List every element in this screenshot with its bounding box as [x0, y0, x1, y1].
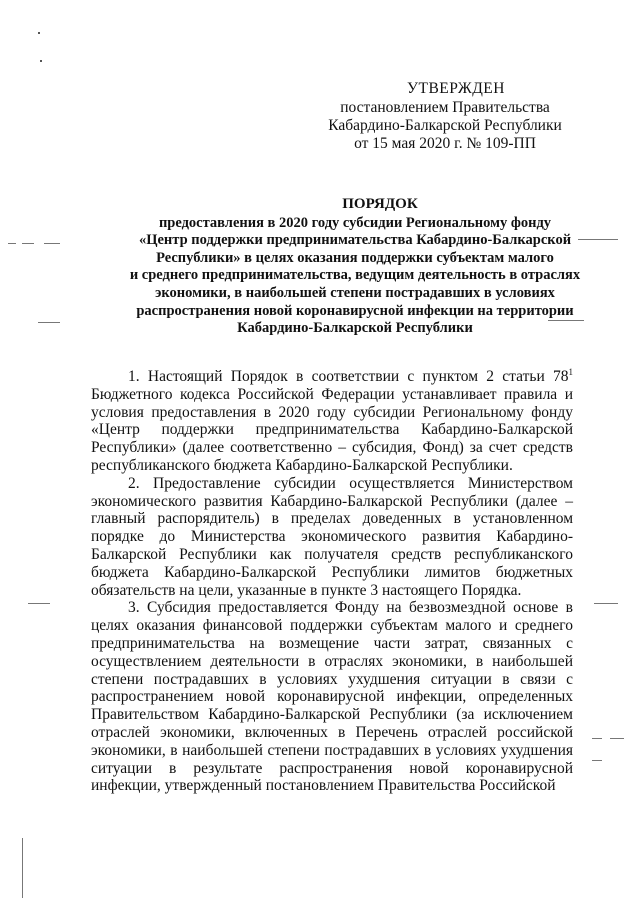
paragraph-1-text: 1. Настоящий Порядок в соответствии с пунктом 2 статьи 78: [128, 368, 569, 385]
document-body: [91, 368, 573, 795]
document-title-line: Республики» в целях оказания поддержки субъектам малого: [156, 249, 554, 266]
approval-line: Кабардино-Балкарской Республики: [328, 117, 562, 134]
document-title: [60, 196, 640, 338]
paragraph-3: 3. Субсидия предоставляется Фонду на безвозмездной основе в целях оказания финансовой поддержки субъектам малого и среднего предпринимательства на возмещение части затрат, связанных с осуществлением деятельности в отраслях экономики, в наибольшей степени пострадавших в условиях ухудшения ситуации в связи с распространением новой коронавирусной инфекции, определенных Правительством Кабардино-Балкарской Республики (за исключением отраслей экономики, включенных в Перечень отраслей российской экономики, в наибольшей степени пострадавших в условиях ухудшения ситуации в результате распространения новой коронавирусной инфекции, утвержденный постановлением Правительства Российской: [91, 599, 573, 795]
document-title-line: распространения новой коронавирусной инфекции на территории: [136, 302, 574, 319]
approval-title: УТВЕРЖДЕН: [407, 80, 505, 97]
scan-speck: [38, 32, 40, 34]
document-title-line: Кабардино-Балкарской Республики: [237, 320, 473, 337]
paragraph-1: [91, 368, 573, 475]
margin-dash: [592, 738, 602, 739]
margin-dash: [44, 243, 60, 244]
margin-dash: [610, 738, 624, 739]
margin-line: [22, 838, 23, 898]
margin-dash: [28, 603, 50, 604]
superscript: 1: [568, 367, 573, 377]
margin-dash: [592, 760, 602, 761]
paragraph-2: 2. Предоставление субсидии осуществляется Министерством экономического развития Кабардино-Балкарской Республики (далее – главный распорядитель) в пределах доведенных в установленном порядке до Министерства экономического развития Кабардино-Балкарской Республики как получателя средств республиканского бюджета Кабардино-Балкарской Республики лимитов бюджетных обязательств на цели, указанные в пункте 3 настоящего Порядка.: [91, 474, 573, 599]
approval-line: постановлением Правительства: [340, 99, 550, 116]
document-title-line: экономики, в наибольшей степени пострадавших в условиях: [155, 284, 555, 301]
scan-speck: [40, 60, 42, 62]
document-title-line: предоставления в 2020 году субсидии Региональному фонду: [158, 214, 552, 231]
paragraph-1-text-cont: Бюджетного кодекса Российской Федерации устанавливает правила и условия предоставления в 2020 году субсидии Региональному фонду «Центр поддержки предпринимательства Кабардино-Балкарской Республики» (далее соответственно – субсидия, Фонд) за счет средств республиканского бюджета Кабардино-Балкарской Республики.: [91, 385, 573, 474]
document-title-main: ПОРЯДОК: [342, 196, 418, 212]
margin-dash: [38, 322, 60, 323]
document-title-line: «Центр поддержки предпринимательства Кабардино-Балкарской: [138, 232, 572, 249]
document-title-line: и среднего предпринимательства, ведущим деятельность в отраслях: [129, 267, 581, 284]
margin-dash: [22, 243, 34, 244]
approval-block: [300, 80, 590, 153]
approval-line: от 15 мая 2020 г. № 109-ПП: [354, 135, 536, 152]
margin-dash: [8, 243, 16, 244]
margin-dash: [594, 603, 618, 604]
